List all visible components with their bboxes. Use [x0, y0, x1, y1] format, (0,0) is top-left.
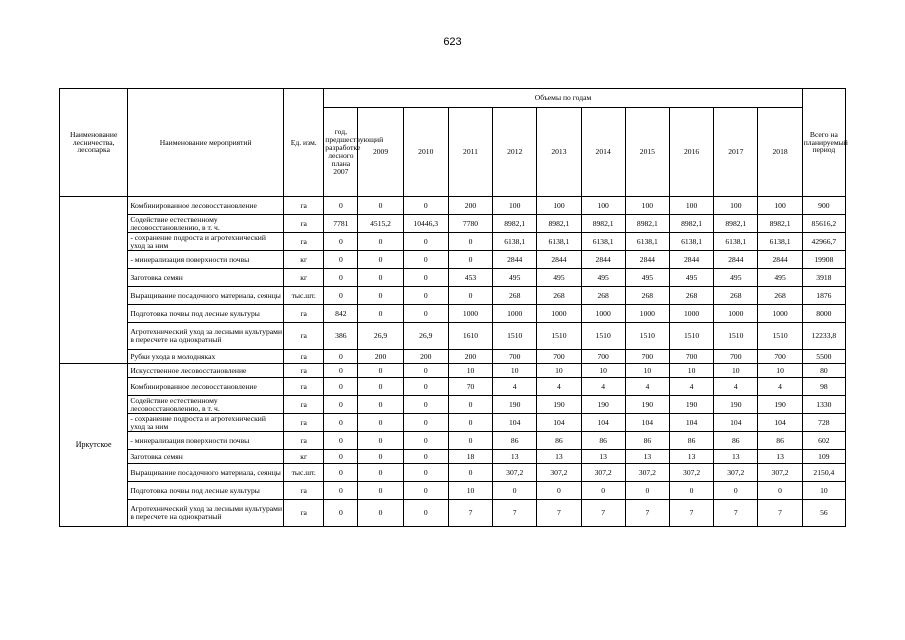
year-value: 0: [358, 305, 403, 323]
header-year: 2013: [537, 108, 581, 197]
year-value: 13: [758, 450, 802, 464]
unit-cell: кг: [284, 269, 324, 287]
year-value: 6138,1: [493, 233, 537, 251]
year-value: 100: [714, 197, 758, 215]
year-value: 0: [403, 432, 448, 450]
header-year: 2010: [403, 108, 448, 197]
year-value: 0: [324, 378, 358, 396]
year-value: 0: [403, 287, 448, 305]
header-year: 2012: [493, 108, 537, 197]
table-row: [60, 251, 846, 269]
year-value: 7780: [448, 215, 492, 233]
year-value: 104: [714, 414, 758, 432]
table-row: [60, 197, 846, 215]
table-row: [60, 364, 846, 378]
unit-cell: га: [284, 396, 324, 414]
year-value: 268: [493, 287, 537, 305]
year-value: 8982,1: [581, 215, 625, 233]
year-value: 495: [669, 269, 713, 287]
activity-name: Подготовка почвы под лесные культуры: [128, 305, 284, 323]
total-value: 728: [802, 414, 845, 432]
year-value: 104: [493, 414, 537, 432]
activity-name: Выращивание посадочного материала, сеянцы: [128, 464, 284, 482]
unit-cell: га: [284, 350, 324, 364]
year-value: 700: [669, 350, 713, 364]
year-value: 1510: [625, 323, 669, 350]
year-value: 100: [625, 197, 669, 215]
year-value: 1000: [714, 305, 758, 323]
year-value: 307,2: [758, 464, 802, 482]
year-value: 8982,1: [758, 215, 802, 233]
year-value: 190: [625, 396, 669, 414]
year-value: 8982,1: [714, 215, 758, 233]
unit-cell: тыс.шт.: [284, 287, 324, 305]
year-value: 700: [581, 350, 625, 364]
year-value: 0: [403, 464, 448, 482]
year-value: 0: [403, 414, 448, 432]
year-value: 2844: [581, 251, 625, 269]
activity-name: Заготовка семян: [128, 269, 284, 287]
year-value: 268: [669, 287, 713, 305]
header-years-group: Объемы по годам: [324, 89, 802, 108]
unit-cell: га: [284, 233, 324, 251]
year-value: 86: [625, 432, 669, 450]
header-year: год, предшествующий разработке лесного плана 2007: [324, 108, 358, 197]
year-value: 13: [581, 450, 625, 464]
year-value: 0: [669, 482, 713, 500]
table-row: [60, 233, 846, 251]
year-value: 0: [358, 287, 403, 305]
year-value: 1510: [581, 323, 625, 350]
year-value: 10: [493, 364, 537, 378]
year-value: 1610: [448, 323, 492, 350]
year-value: 104: [669, 414, 713, 432]
year-value: 104: [537, 414, 581, 432]
total-value: 8000: [802, 305, 845, 323]
year-value: 0: [358, 482, 403, 500]
activity-name: Искусственное лесовосстановление: [128, 364, 284, 378]
activity-name: Агротехнический уход за лесными культурами в пересчете на однократный: [128, 500, 284, 527]
table-row: [60, 396, 846, 414]
year-value: 7: [581, 500, 625, 527]
zone-name: Иркутское: [60, 364, 128, 527]
year-value: 200: [403, 350, 448, 364]
year-value: 0: [403, 269, 448, 287]
year-value: 10: [448, 364, 492, 378]
year-value: 10: [448, 482, 492, 500]
table-row: [60, 287, 846, 305]
table-row: [60, 432, 846, 450]
year-value: 6138,1: [581, 233, 625, 251]
total-value: 5500: [802, 350, 845, 364]
table-row: [60, 482, 846, 500]
year-value: 0: [581, 482, 625, 500]
table-row: [60, 500, 846, 527]
activity-name: Рубки ухода в молодняках: [128, 350, 284, 364]
year-value: 0: [403, 233, 448, 251]
year-value: 0: [403, 450, 448, 464]
table-row: [60, 350, 846, 364]
year-value: 307,2: [537, 464, 581, 482]
activity-name: Подготовка почвы под лесные культуры: [128, 482, 284, 500]
year-value: 0: [324, 432, 358, 450]
year-value: 0: [448, 287, 492, 305]
total-value: 109: [802, 450, 845, 464]
year-value: 26,9: [403, 323, 448, 350]
year-value: 70: [448, 378, 492, 396]
year-value: 0: [448, 464, 492, 482]
total-value: 12233,8: [802, 323, 845, 350]
year-value: 842: [324, 305, 358, 323]
page-number: 623: [443, 36, 462, 48]
year-value: 700: [493, 350, 537, 364]
year-value: 268: [714, 287, 758, 305]
activity-name: Выращивание посадочного материала, сеянцы: [128, 287, 284, 305]
year-value: 190: [581, 396, 625, 414]
year-value: 2844: [537, 251, 581, 269]
year-value: 307,2: [581, 464, 625, 482]
year-value: 0: [358, 432, 403, 450]
year-value: 0: [324, 287, 358, 305]
year-value: 1510: [537, 323, 581, 350]
unit-cell: га: [284, 378, 324, 396]
year-value: 0: [493, 482, 537, 500]
year-value: 18: [448, 450, 492, 464]
year-value: 100: [537, 197, 581, 215]
unit-cell: га: [284, 482, 324, 500]
year-value: 2844: [625, 251, 669, 269]
total-value: 42966,7: [802, 233, 845, 251]
header-year: 2011: [448, 108, 492, 197]
year-value: 1000: [493, 305, 537, 323]
total-value: 900: [802, 197, 845, 215]
year-value: 4: [493, 378, 537, 396]
year-value: 2844: [714, 251, 758, 269]
total-value: 602: [802, 432, 845, 450]
activity-name: - минерализация поверхности почвы: [128, 432, 284, 450]
year-value: 700: [758, 350, 802, 364]
year-value: 495: [758, 269, 802, 287]
year-value: 200: [448, 350, 492, 364]
year-value: 7: [493, 500, 537, 527]
year-value: 0: [403, 396, 448, 414]
year-value: 10: [758, 364, 802, 378]
unit-cell: га: [284, 197, 324, 215]
year-value: 1000: [581, 305, 625, 323]
year-value: 0: [358, 464, 403, 482]
year-value: 1000: [448, 305, 492, 323]
year-value: 13: [714, 450, 758, 464]
year-value: 0: [324, 350, 358, 364]
year-value: 6138,1: [758, 233, 802, 251]
activity-name: Комбинированное лесовосстановление: [128, 378, 284, 396]
year-value: 4: [758, 378, 802, 396]
year-value: 307,2: [625, 464, 669, 482]
year-value: 8982,1: [625, 215, 669, 233]
year-value: 86: [493, 432, 537, 450]
table-row: [60, 323, 846, 350]
year-value: 0: [537, 482, 581, 500]
year-value: 190: [714, 396, 758, 414]
table-row: [60, 414, 846, 432]
year-value: 495: [581, 269, 625, 287]
year-value: 0: [358, 197, 403, 215]
year-value: 1000: [669, 305, 713, 323]
year-value: 104: [758, 414, 802, 432]
year-value: 0: [358, 233, 403, 251]
year-value: 307,2: [669, 464, 713, 482]
year-value: 1510: [493, 323, 537, 350]
year-value: 0: [324, 464, 358, 482]
year-value: 86: [581, 432, 625, 450]
year-value: 4515,2: [358, 215, 403, 233]
year-value: 200: [448, 197, 492, 215]
unit-cell: кг: [284, 450, 324, 464]
activity-name: Комбинированное лесовосстановление: [128, 197, 284, 215]
year-value: 268: [581, 287, 625, 305]
total-value: 2150,4: [802, 464, 845, 482]
year-value: 0: [324, 364, 358, 378]
unit-cell: га: [284, 414, 324, 432]
year-value: 0: [324, 251, 358, 269]
year-value: 6138,1: [669, 233, 713, 251]
year-value: 10: [581, 364, 625, 378]
table-row: [60, 464, 846, 482]
unit-cell: кг: [284, 251, 324, 269]
year-value: 2844: [669, 251, 713, 269]
header-total: Всего на планируемый период: [802, 89, 845, 197]
year-value: 495: [493, 269, 537, 287]
year-value: 0: [324, 396, 358, 414]
year-value: 1510: [714, 323, 758, 350]
year-value: 86: [669, 432, 713, 450]
year-value: 4: [581, 378, 625, 396]
year-value: 0: [324, 233, 358, 251]
year-value: 10446,3: [403, 215, 448, 233]
year-value: 10: [625, 364, 669, 378]
year-value: 86: [714, 432, 758, 450]
total-value: 98: [802, 378, 845, 396]
year-value: 0: [758, 482, 802, 500]
year-value: 0: [448, 251, 492, 269]
year-value: 268: [625, 287, 669, 305]
year-value: 0: [358, 364, 403, 378]
year-value: 7781: [324, 215, 358, 233]
year-value: 6138,1: [714, 233, 758, 251]
header-unit: Ед. изм.: [284, 89, 324, 197]
year-value: 0: [358, 269, 403, 287]
year-value: 8982,1: [493, 215, 537, 233]
year-value: 13: [669, 450, 713, 464]
year-value: 2844: [493, 251, 537, 269]
year-value: 0: [403, 305, 448, 323]
total-value: 80: [802, 364, 845, 378]
year-value: 7: [625, 500, 669, 527]
year-value: 0: [324, 500, 358, 527]
year-value: 100: [581, 197, 625, 215]
total-value: 3918: [802, 269, 845, 287]
year-value: 8982,1: [669, 215, 713, 233]
total-value: 10: [802, 482, 845, 500]
year-value: 0: [448, 396, 492, 414]
year-value: 0: [403, 197, 448, 215]
year-value: 700: [537, 350, 581, 364]
year-value: 0: [403, 378, 448, 396]
header-year: 2017: [714, 108, 758, 197]
zone-name: [60, 197, 128, 364]
header-year: 2014: [581, 108, 625, 197]
year-value: 0: [324, 269, 358, 287]
year-value: 7: [537, 500, 581, 527]
unit-cell: га: [284, 305, 324, 323]
year-value: 10: [537, 364, 581, 378]
unit-cell: тыс.шт.: [284, 464, 324, 482]
year-value: 495: [537, 269, 581, 287]
year-value: 100: [758, 197, 802, 215]
forest-activities-table: [59, 88, 846, 527]
year-value: 0: [358, 251, 403, 269]
year-value: 4: [625, 378, 669, 396]
activity-name: Агротехнический уход за лесными культурами в пересчете на однократный: [128, 323, 284, 350]
year-value: 8982,1: [537, 215, 581, 233]
year-value: 0: [448, 414, 492, 432]
total-value: 1330: [802, 396, 845, 414]
year-value: 0: [403, 500, 448, 527]
year-value: 6138,1: [625, 233, 669, 251]
year-value: 0: [324, 414, 358, 432]
total-value: 56: [802, 500, 845, 527]
table-row: [60, 378, 846, 396]
activity-name: Заготовка семян: [128, 450, 284, 464]
year-value: 453: [448, 269, 492, 287]
activity-name: - сохранение подроста и агротехнический уход за ним: [128, 233, 284, 251]
unit-cell: га: [284, 500, 324, 527]
year-value: 700: [714, 350, 758, 364]
year-value: 0: [714, 482, 758, 500]
year-value: 0: [358, 414, 403, 432]
activity-name: - сохранение подроста и агротехнический уход за ним: [128, 414, 284, 432]
year-value: 0: [324, 197, 358, 215]
year-value: 7: [669, 500, 713, 527]
header-year: 2018: [758, 108, 802, 197]
header-activity: Наименование мероприятий: [128, 89, 284, 197]
year-value: 495: [714, 269, 758, 287]
year-value: 13: [625, 450, 669, 464]
year-value: 0: [358, 378, 403, 396]
year-value: 0: [448, 432, 492, 450]
year-value: 100: [493, 197, 537, 215]
year-value: 0: [324, 482, 358, 500]
year-value: 268: [537, 287, 581, 305]
total-value: 1876: [802, 287, 845, 305]
year-value: 7: [758, 500, 802, 527]
year-value: 700: [625, 350, 669, 364]
unit-cell: га: [284, 323, 324, 350]
header-year: 2015: [625, 108, 669, 197]
unit-cell: га: [284, 215, 324, 233]
year-value: 190: [758, 396, 802, 414]
year-value: 100: [669, 197, 713, 215]
year-value: 0: [324, 450, 358, 464]
table-row: [60, 305, 846, 323]
year-value: 1510: [758, 323, 802, 350]
year-value: 307,2: [714, 464, 758, 482]
year-value: 104: [581, 414, 625, 432]
year-value: 4: [537, 378, 581, 396]
table-row: [60, 269, 846, 287]
year-value: 0: [403, 364, 448, 378]
year-value: 0: [358, 396, 403, 414]
header-zone: Наименование лесничества, лесопарка: [60, 89, 128, 197]
year-value: 386: [324, 323, 358, 350]
year-value: 1000: [758, 305, 802, 323]
year-value: 190: [669, 396, 713, 414]
year-value: 190: [493, 396, 537, 414]
unit-cell: га: [284, 432, 324, 450]
year-value: 10: [669, 364, 713, 378]
year-value: 10: [714, 364, 758, 378]
year-value: 6138,1: [537, 233, 581, 251]
year-value: 86: [758, 432, 802, 450]
year-value: 0: [403, 482, 448, 500]
year-value: 200: [358, 350, 403, 364]
year-value: 1000: [537, 305, 581, 323]
total-value: 19908: [802, 251, 845, 269]
year-value: 86: [537, 432, 581, 450]
year-value: 26,9: [358, 323, 403, 350]
table-row: [60, 450, 846, 464]
year-value: 190: [537, 396, 581, 414]
activity-name: Содействие естественному лесовосстановлению, в т. ч.: [128, 396, 284, 414]
header-year: 2016: [669, 108, 713, 197]
unit-cell: га: [284, 364, 324, 378]
year-value: 13: [493, 450, 537, 464]
year-value: 1000: [625, 305, 669, 323]
year-value: 0: [448, 233, 492, 251]
year-value: 495: [625, 269, 669, 287]
year-value: 268: [758, 287, 802, 305]
year-value: 104: [625, 414, 669, 432]
year-value: 0: [403, 251, 448, 269]
year-value: 0: [625, 482, 669, 500]
year-value: 307,2: [493, 464, 537, 482]
activity-name: - минерализация поверхности почвы: [128, 251, 284, 269]
year-value: 4: [714, 378, 758, 396]
year-value: 4: [669, 378, 713, 396]
total-value: 85616,2: [802, 215, 845, 233]
activity-name: Содействие естественному лесовосстановлению, в т. ч.: [128, 215, 284, 233]
year-value: 2844: [758, 251, 802, 269]
year-value: 7: [714, 500, 758, 527]
header-year: 2009: [358, 108, 403, 197]
table-row: [60, 215, 846, 233]
year-value: 7: [448, 500, 492, 527]
year-value: 13: [537, 450, 581, 464]
year-value: 0: [358, 500, 403, 527]
year-value: 1510: [669, 323, 713, 350]
year-value: 0: [358, 450, 403, 464]
